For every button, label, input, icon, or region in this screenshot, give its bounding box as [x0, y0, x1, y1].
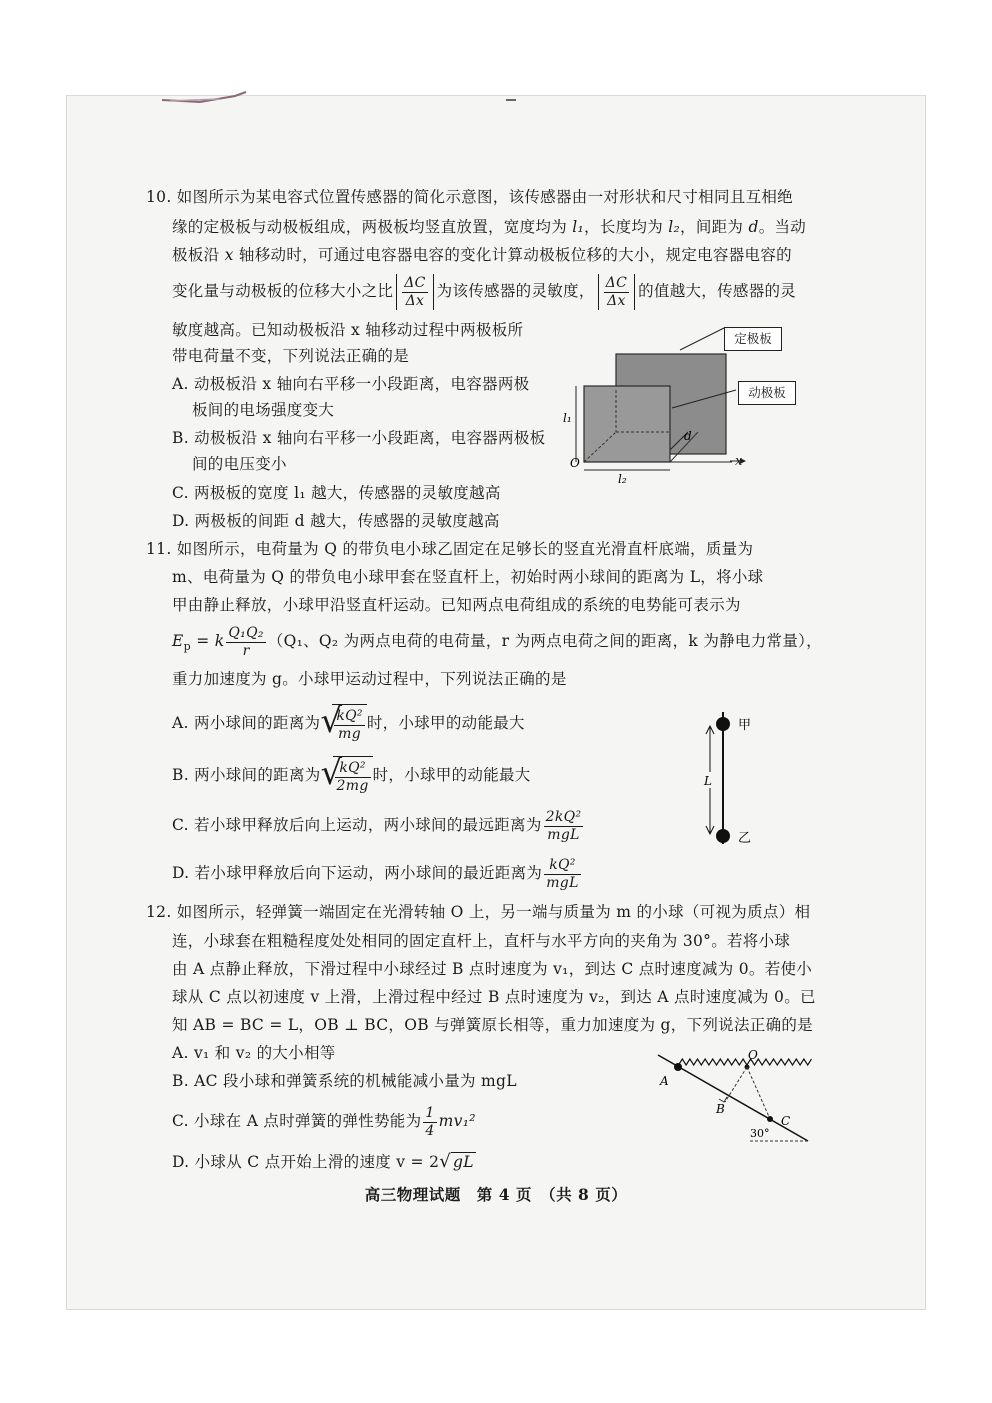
q11-stem-line5: 重力加速度为 g。小球甲运动过程中，下列说法正确的是 — [172, 670, 567, 688]
ball-jia — [716, 717, 730, 731]
moving-plate — [584, 386, 670, 462]
q10-stem-line3: 极板沿 x 轴移动时，可通过电容器电容的变化计算动极板位移的大小，规定电容器电容的 — [172, 246, 792, 264]
label-x: x — [735, 454, 743, 469]
label-O: O — [570, 456, 580, 470]
q12-stem-line5: 知 AB = BC = L，OB ⊥ BC，OB 与弹簧原长相等，重力加速度为 g，下列说法正确的是 — [172, 1016, 813, 1034]
label-C: C — [781, 1114, 791, 1128]
label-angle: 30° — [750, 1127, 770, 1140]
ball-yi — [716, 829, 730, 843]
q12-option-b: B. AC 段小球和弹簧系统的机械能减小量为 mgL — [172, 1072, 517, 1090]
q11-stem-line2: m、电荷量为 Q 的带负电小球甲套在竖直杆上，初始时两小球间的距离为 L，将小球 — [172, 568, 764, 586]
q10-stem-line6: 带电荷量不变，下列说法正确的是 — [172, 347, 410, 365]
point-A — [674, 1063, 682, 1071]
sensitivity-fraction-2: $\frac{\Delta C}{\Delta x}$ — [598, 274, 635, 311]
q10-option-b-line1: B. 动极板沿 x 轴向右平移一小段距离，电容器两极板 — [172, 429, 546, 447]
q11-option-c: C. 若小球甲释放后向上运动，两小球间的最远距离为 $\frac{\text{2kQ²}}{\text{mgL}}$ — [172, 808, 582, 843]
q10-option-c: C. 两极板的宽度 l₁ 越大，传感器的灵敏度越高 — [172, 484, 501, 502]
label-L: L — [704, 774, 712, 788]
q12-option-a: A. v₁ 和 v₂ 的大小相等 — [172, 1044, 336, 1062]
q10-stem-line1: 10. 如图所示为某电容式位置传感器的简化示意图，该传感器由一对形状和尺寸相同且互相绝 — [146, 188, 793, 206]
sensitivity-fraction: $\frac{\Delta C}{\Delta x}$ — [396, 274, 433, 311]
label-A: A — [660, 1074, 669, 1088]
q10-option-d: D. 两极板的间距 d 越大，传感器的灵敏度越高 — [172, 512, 500, 530]
q11-stem-line4: $E_p = k$ $\frac{\text{Q₁Q₂}}{r}$ （Q₁、Q₂ 为两点电荷的电荷量，r 为两点电荷之间的距离，k 为静电力常量）， — [172, 624, 822, 659]
q11-option-b: B. 两小球间的距离为 √ $\frac{\text{kQ²}}{2mg}$ 时，小球甲的动能最大 — [172, 755, 531, 797]
page-footer: 高三物理试题 第 4 页 （共 8 页） — [364, 1185, 628, 1204]
q10-stem-line2: 缘的定极板与动极板组成，两极板均竖直放置，宽度均为 l₁，长度均为 l₂，间距为 d。当动 — [172, 218, 807, 236]
spring — [679, 1059, 812, 1065]
q12-stem-line3: 由 A 点静止释放，下滑过程中小球经过 B 点时速度为 v₁，到达 C 点时速度减为 0。若使小 — [172, 960, 813, 978]
q12-stem-line1: 12. 如图所示，轻弹簧一端固定在光滑转轴 O 上，另一端与质量为 m 的小球（可视为质点）相 — [146, 903, 811, 921]
q10-stem-line5: 敏度越高。已知动极板沿 x 轴移动过程中两极板所 — [172, 321, 524, 339]
q10-option-a-line1: A. 动极板沿 x 轴向右平移一小段距离，电容器两极 — [172, 375, 530, 393]
q11-option-d: D. 若小球甲释放后向下运动，两小球间的最近距离为 $\frac{\text{kQ²}}{\text{mgL}}$ — [172, 856, 579, 891]
q10-option-a-line2: 板间的电场强度变大 — [192, 401, 335, 419]
q11-rod-figure — [690, 710, 760, 850]
q10-stem-line4: 变化量与动极板的位移大小之比 $\frac{\Delta C}{\Delta x}$ 为该传感器的灵敏度， $\frac{\Delta C}{\Delta x}$ 的值越大，传感器的灵 — [172, 275, 797, 310]
q11-stem-line1: 11. 如图所示，电荷量为 Q 的带负电小球乙固定在足够长的竖直光滑直杆底端，质量为 — [146, 540, 754, 558]
q12-spring-figure — [650, 1045, 815, 1145]
q11-option-a: A. 两小球间的距离为 √ $\frac{\text{kQ²}}{mg}$ 时，小球甲的动能最大 — [172, 703, 525, 745]
label-O: O — [748, 1048, 758, 1062]
label-B: B — [716, 1102, 725, 1116]
q10-option-b-line2: 间的电压变小 — [192, 455, 287, 473]
fixed-plate-label: 定极板 — [724, 327, 782, 351]
label-jia: 甲 — [738, 718, 752, 733]
q12-option-d: D. 小球从 C 点开始上滑的速度 v = 2√ gL — [172, 1151, 474, 1172]
q12-option-c: C. 小球在 A 点时弹簧的弹性势能为 $\frac{1}{4}$ mv₁² — [172, 1104, 476, 1139]
label-l1: l₁ — [563, 411, 572, 425]
q11-stem-line3: 甲由静止释放，小球甲沿竖直杆运动。已知两点电荷组成的系统的电势能可表示为 — [172, 596, 741, 614]
q12-stem-line4: 球从 C 点以初速度 v 上滑，上滑过程中经过 B 点时速度为 v₂，到达 A 点时速度减为 0。已 — [172, 988, 816, 1006]
scan-artifact — [160, 88, 250, 106]
moving-plate-label: 动极板 — [738, 381, 796, 405]
scan-dash — [506, 99, 516, 101]
point-C — [767, 1116, 773, 1122]
label-yi: 乙 — [738, 831, 752, 846]
label-l2: l₂ — [618, 472, 627, 486]
label-d: d — [684, 429, 692, 443]
q12-stem-line2: 连，小球套在粗糙程度处处相同的固定直杆上，直杆与水平方向的夹角为 30°。若将小球 — [172, 932, 791, 950]
